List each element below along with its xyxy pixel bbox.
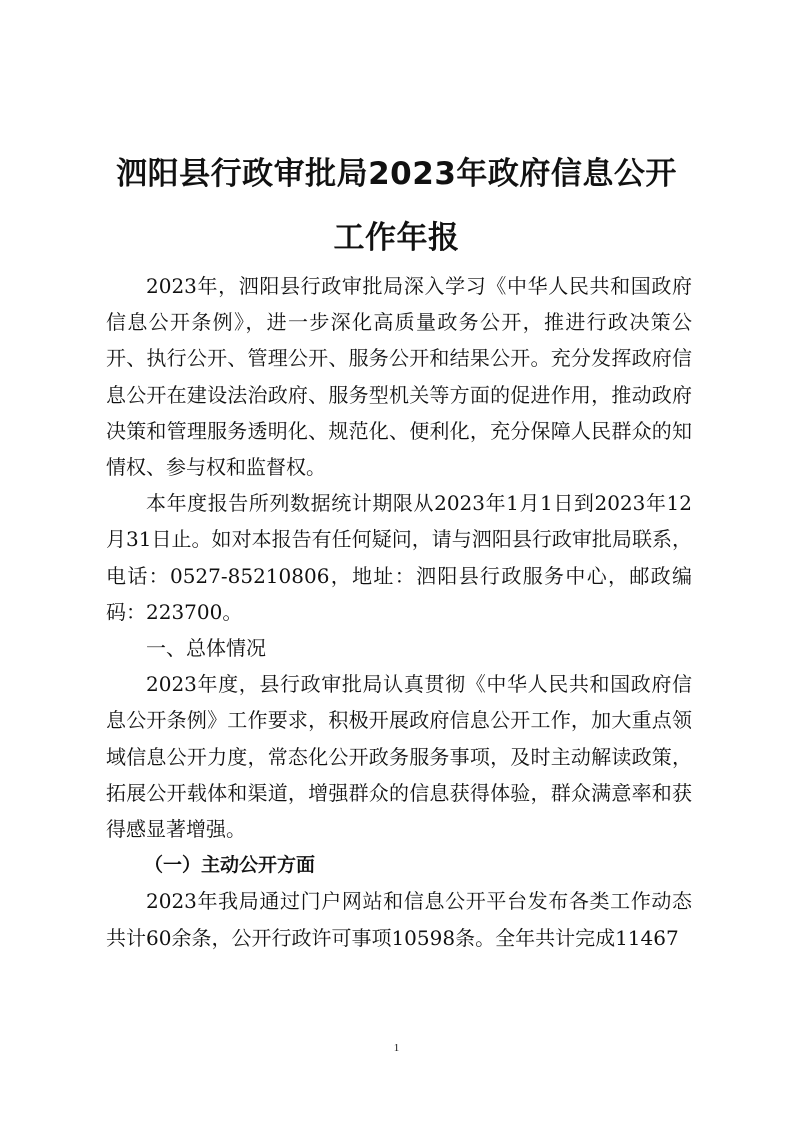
report-title-line2: 工作年报 bbox=[333, 220, 460, 256]
document-body bbox=[106, 268, 692, 956]
statistics-period-paragraph: 本年度报告所列数据统计期限从2023年1月1日到2023年12月31日止。如对本报告有任何疑问，请与泗阳县行政审批局联系，电话：0527-85210806，地址：泗阳县行政服务中心，邮政编码：223700。 bbox=[106, 491, 692, 624]
overview-paragraph: 2023年度，县行政审批局认真贯彻《中华人民共和国政府信息公开条例》工作要求，积极开展政府信息公开工作，加大重点领域信息公开力度，常态化公开政务服务事项，及时主动解读政策，拓展公开载体和渠道，增强群众的信息获得体验，群众满意率和获得感显著增强。 bbox=[106, 672, 692, 842]
report-title-line1: 泗阳县行政审批局2023年政府信息公开 bbox=[116, 156, 677, 192]
active-disclosure-paragraph: 2023年我局通过门户网站和信息公开平台发布各类工作动态共计60余条，公开行政许可事项10598条。全年共计完成11467 bbox=[106, 889, 692, 950]
section-heading-overview: 一、总体情况 bbox=[146, 636, 266, 661]
subsection-heading-active-disclosure: （一）主动公开方面 bbox=[144, 854, 316, 877]
page-number: 1 bbox=[393, 1042, 400, 1054]
intro-paragraph: 2023年，泗阳县行政审批局深入学习《中华人民共和国政府信息公开条例》，进一步深化高质量政务公开，推进行政决策公开、执行公开、管理公开、服务公开和结果公开。充分发挥政府信息公开在建设法治政府、服务型机关等方面的促进作用，推动政府决策和管理服务透明化、规范化、便利化，充分保障人民群众的知情权、参与权和监督权。 bbox=[106, 274, 692, 480]
